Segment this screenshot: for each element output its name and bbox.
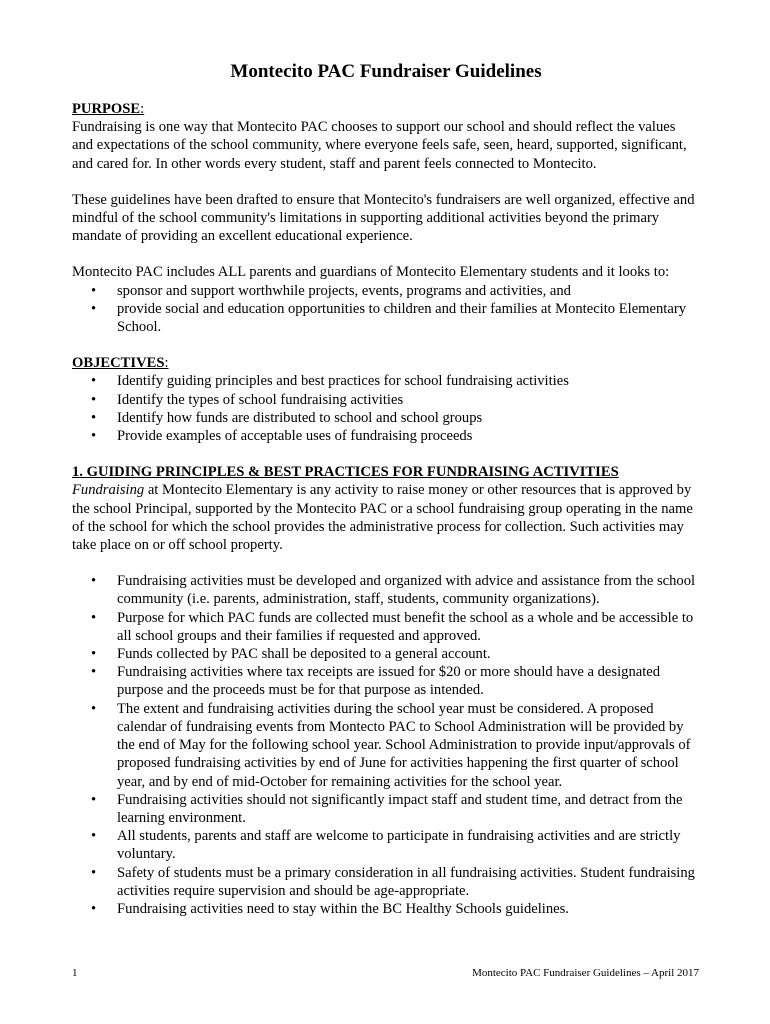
- list-item-text: Fundraising activities should not significantly impact staff and student time, and detract from the learning environment.: [117, 791, 683, 826]
- document-title: Montecito PAC Fundraiser Guidelines: [230, 61, 542, 82]
- list-item-text: Provide examples of acceptable uses of fundraising proceeds: [117, 428, 473, 445]
- bullet-icon: •: [91, 900, 97, 917]
- objectives-heading: [72, 354, 700, 372]
- bullet-icon: •: [91, 573, 97, 590]
- list-item: [72, 827, 700, 863]
- bullet-icon: •: [91, 646, 97, 663]
- purpose-heading-text: PURPOSE: [72, 101, 141, 117]
- list-item-text: All students, parents and staff are welcome to participate in fundraising activities and are strictly voluntary.: [117, 828, 681, 863]
- list-item-text: Identify the types of school fundraising activities: [117, 391, 404, 408]
- list-item: [72, 372, 700, 390]
- list-item: [72, 572, 700, 608]
- section-1-intro: [72, 481, 700, 554]
- section-1-intro-emphasis: Fundraising: [72, 482, 145, 499]
- list-item: [72, 700, 700, 791]
- list-item-text: Funds collected by PAC shall be deposited to a general account.: [117, 646, 491, 663]
- objectives-heading-colon: :: [164, 355, 169, 372]
- bullet-icon: •: [91, 864, 97, 881]
- bullet-icon: •: [91, 791, 97, 808]
- list-item: [72, 391, 700, 409]
- page-number: 1: [72, 967, 78, 979]
- list-item: [72, 282, 700, 300]
- purpose-paragraph-1: Fundraising is one way that Montecito PAC chooses to support our school and should reflect the values and expectations of the school community, where everyone feels safe, seen, heard, supported, significant, and cared for. In other words every student, staff and parent feels connected to Montecito.: [72, 119, 687, 172]
- list-item: [72, 864, 700, 900]
- objectives-heading-text: OBJECTIVES: [72, 355, 165, 372]
- bullet-icon: •: [91, 409, 97, 426]
- bullet-icon: •: [91, 664, 97, 681]
- list-item-text: Safety of students must be a primary consideration in all fundraising activities. Student fundraising activities require supervision and should be age-appropriate.: [117, 864, 695, 899]
- list-item: [72, 300, 700, 336]
- purpose-heading: [72, 100, 700, 118]
- list-item: [72, 427, 700, 445]
- purpose-paragraph-2: These guidelines have been drafted to ensure that Montecito's fundraisers are well organized, effective and mindful of the school community's limitations in supporting additional activities beyond the primary mandate of providing an excellent educational experience.: [72, 191, 695, 245]
- list-item-text: Fundraising activities must be developed and organized with advice and assistance from the school community (i.e. parents, administration, staff, students, community organizations).: [117, 573, 696, 608]
- bullet-icon: •: [91, 373, 97, 390]
- list-item: [72, 663, 700, 699]
- list-item-text: Fundraising activities need to stay within the BC Healthy Schools guidelines.: [117, 900, 569, 917]
- list-item: [72, 409, 700, 427]
- purpose-heading-colon: :: [140, 101, 145, 117]
- section-1-list: [72, 572, 700, 918]
- bullet-icon: •: [91, 391, 97, 408]
- list-item-text: Identify how funds are distributed to school and school groups: [117, 409, 483, 426]
- bullet-icon: •: [91, 609, 97, 626]
- section-1-intro-text: at Montecito Elementary is any activity to raise money or other resources that is approved by the school Principal, supported by the Montecito PAC or a school fundraising group operating in the name of the school for which the school provides the administrative process for collection. Such activities may take place on or off school property.: [72, 482, 693, 554]
- list-item: [72, 609, 700, 645]
- bullet-icon: •: [91, 700, 97, 717]
- bullet-icon: •: [91, 300, 97, 317]
- bullet-icon: •: [91, 282, 97, 299]
- list-item: [72, 791, 700, 827]
- list-item: [72, 645, 700, 663]
- list-item-text: provide social and education opportunities to children and their families at Montecito Elementary School.: [117, 300, 686, 336]
- purpose-list: [72, 282, 700, 337]
- document-page: [72, 60, 700, 918]
- purpose-paragraph-3: Montecito PAC includes ALL parents and guardians of Montecito Elementary students and it looks to:: [72, 264, 670, 281]
- list-item-text: Purpose for which PAC funds are collected must benefit the school as a whole and be accessible to all school groups and their families if requested and approved.: [117, 609, 694, 644]
- bullet-icon: •: [91, 828, 97, 845]
- list-item-text: The extent and fundraising activities during the school year must be considered. A proposed calendar of fundraising events from Montecto PAC to School Administration will be provided by the end of May for the following school year. School Administration to provide input/approvals of proposed fundraising activities by end of June for activities happening the first quarter of school year, and by end of mid-October for remaining activities for the school year.: [117, 700, 691, 790]
- objectives-list: [72, 372, 700, 445]
- list-item: [72, 900, 700, 918]
- bullet-icon: •: [91, 428, 97, 445]
- list-item-text: Fundraising activities where tax receipts are issued for $20 or more should have a designated purpose and the proceeds must be for that purpose as intended.: [117, 664, 661, 699]
- list-item-text: Identify guiding principles and best practices for school fundraising activities: [117, 373, 569, 390]
- list-item-text: sponsor and support worthwhile projects, events, programs and activities, and: [117, 282, 571, 299]
- footer-text: Montecito PAC Fundraiser Guidelines – April 2017: [472, 967, 699, 979]
- section-1-heading: 1. GUIDING PRINCIPLES & BEST PRACTICES FOR FUNDRAISING ACTIVITIES: [72, 464, 619, 481]
